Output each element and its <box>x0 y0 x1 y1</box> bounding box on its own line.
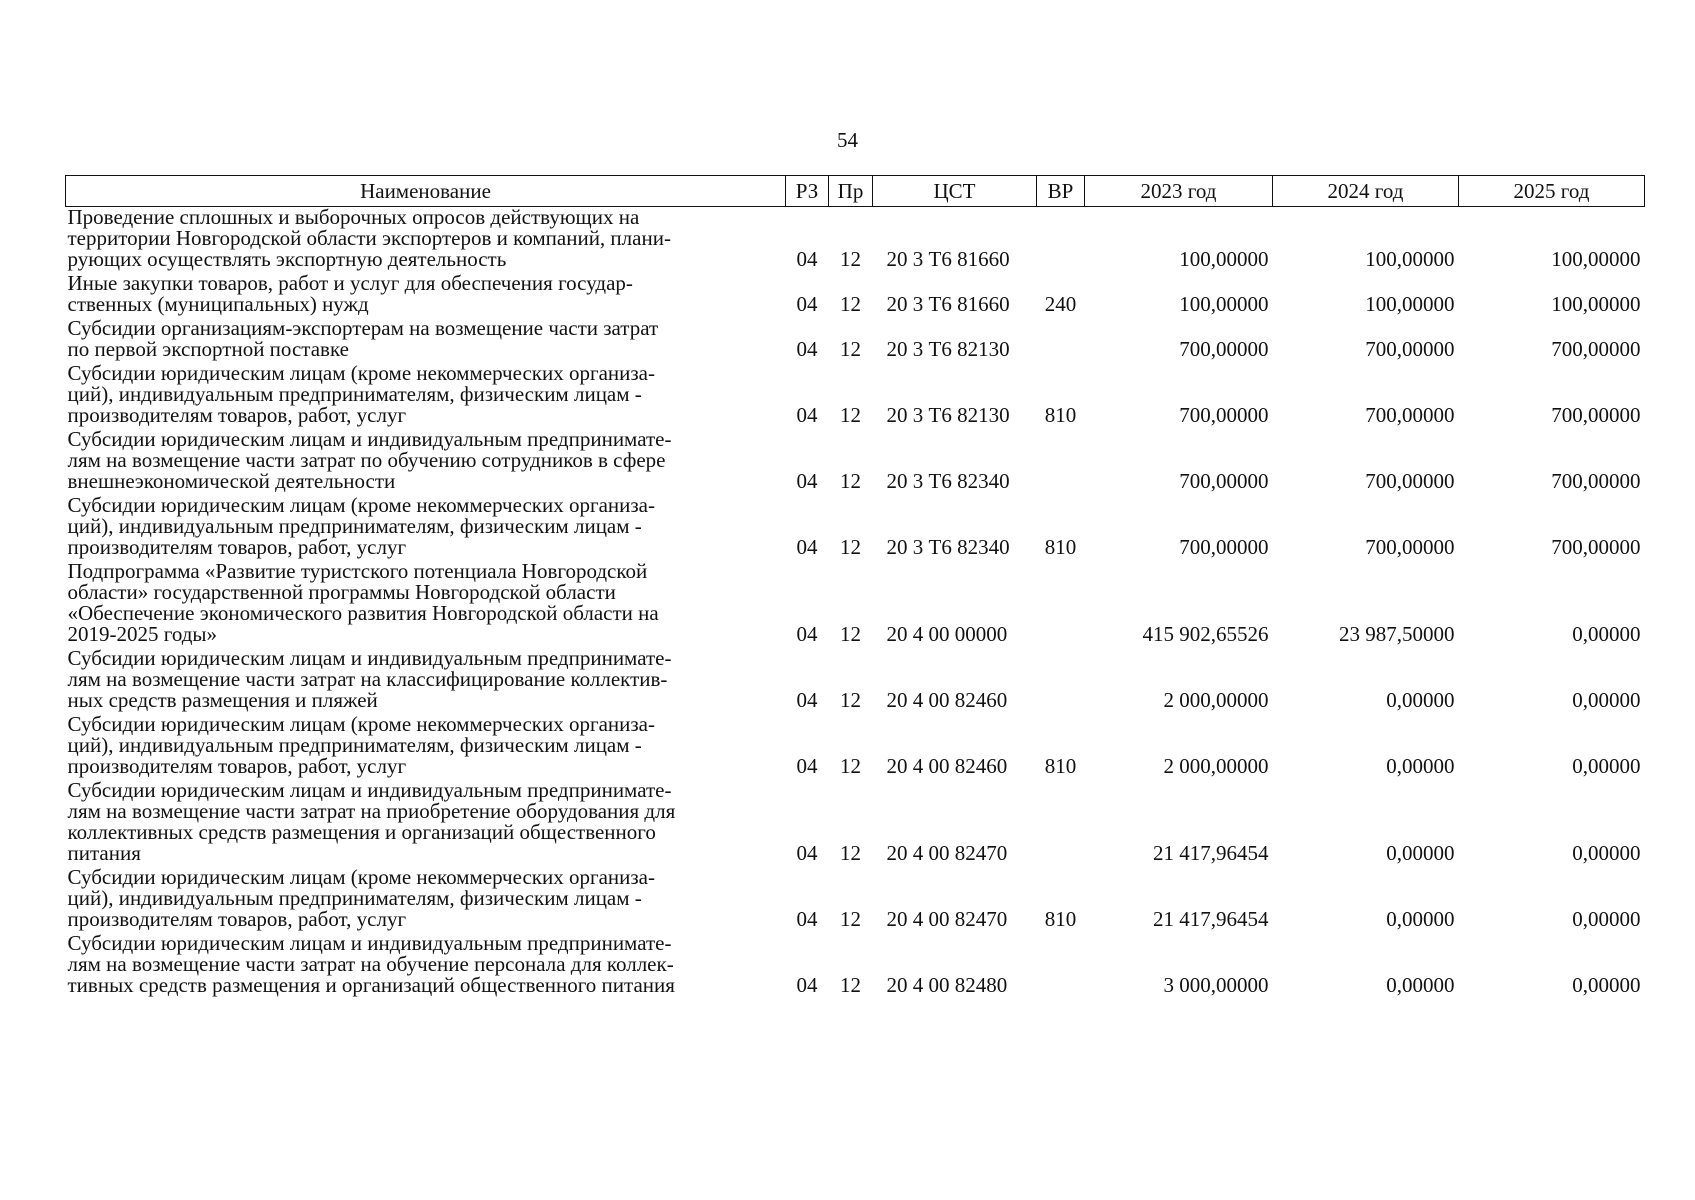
row-2024: 100,00000 <box>1365 247 1455 271</box>
budget-table <box>65 175 1645 999</box>
row-2025: 0,00000 <box>1572 973 1641 997</box>
row-vr <box>1037 780 1085 867</box>
row-rz: 04 <box>796 622 818 646</box>
row-pr: 12 <box>840 247 861 271</box>
header-rz: РЗ <box>786 176 829 207</box>
row-pr: 12 <box>840 907 861 931</box>
row-cst: 20 4 00 82470 <box>886 907 1008 931</box>
row-2025: 700,00000 <box>1551 337 1641 361</box>
row-vr: 810 <box>1044 403 1077 427</box>
row-2024: 0,00000 <box>1386 907 1455 931</box>
row-rz: 04 <box>796 403 818 427</box>
row-name: Подпрограмма «Развитие туристского потенциала Новгородской области» государственной программы Новгородской области «Обеспечение экономического развития Новгородской области на 2019-2025 годы» <box>67 559 659 646</box>
row-2025: 700,00000 <box>1551 535 1641 559</box>
row-rz: 04 <box>796 292 818 316</box>
row-vr <box>1037 561 1085 648</box>
table-header-row <box>66 176 1645 207</box>
row-2023: 2 000,00000 <box>1163 688 1269 712</box>
row-name: Субсидии юридическим лицам и индивидуальным предпринимате- лям на возмещение части затрат на обучение персонала для коллек- тивных средств размещения и организаций общественного питания <box>67 931 675 997</box>
table-row <box>66 561 1645 648</box>
header-pr: Пр <box>829 176 873 207</box>
row-name: Субсидии юридическим лицам (кроме некоммерческих организа- ций), индивидуальным предпринимателям, физическим лицам - производителям товаров, работ, услуг <box>67 493 655 559</box>
row-2023: 100,00000 <box>1179 247 1269 271</box>
row-name: Субсидии юридическим лицам и индивидуальным предпринимате- лям на возмещение части затрат на приобретение оборудования для коллективных средств размещения и организаций общественного питания <box>67 778 676 865</box>
row-2025: 0,00000 <box>1572 841 1641 865</box>
row-name: Проведение сплошных и выборочных опросов действующих на территории Новгородской области экспортеров и компаний, плани- рующих осуществлять экспортную деятельность <box>67 205 671 271</box>
row-2023: 21 417,96454 <box>1153 907 1269 931</box>
row-vr: 810 <box>1044 907 1077 931</box>
table-row <box>66 648 1645 714</box>
row-2023: 700,00000 <box>1179 337 1269 361</box>
row-cst: 20 3 Т6 82340 <box>886 535 1010 559</box>
row-name: Субсидии организациям-экспортерам на возмещение части затрат по первой экспортной поставке <box>67 316 659 361</box>
row-vr: 240 <box>1044 292 1077 316</box>
row-2025: 0,00000 <box>1572 622 1641 646</box>
row-rz: 04 <box>796 841 818 865</box>
row-rz: 04 <box>796 907 818 931</box>
table-row <box>66 867 1645 933</box>
row-2023: 700,00000 <box>1179 535 1269 559</box>
row-rz: 04 <box>796 469 818 493</box>
row-2025: 100,00000 <box>1551 247 1641 271</box>
row-name: Субсидии юридическим лицам (кроме некоммерческих организа- ций), индивидуальным предпринимателям, физическим лицам - производителям товаров, работ, услуг <box>67 361 655 427</box>
row-2025: 0,00000 <box>1572 754 1641 778</box>
header-2024: 2024 год <box>1273 176 1459 207</box>
row-name: Субсидии юридическим лицам (кроме некоммерческих организа- ций), индивидуальным предпринимателям, физическим лицам - производителям товаров, работ, услуг <box>67 712 655 778</box>
header-vr: ВР <box>1037 176 1085 207</box>
table-row <box>66 714 1645 780</box>
row-cst: 20 3 Т6 82340 <box>886 469 1010 493</box>
row-cst: 20 4 00 82480 <box>886 973 1008 997</box>
row-rz: 04 <box>796 337 818 361</box>
row-pr: 12 <box>840 754 861 778</box>
row-cst: 20 4 00 82470 <box>886 841 1008 865</box>
row-vr: 810 <box>1044 535 1077 559</box>
row-pr: 12 <box>840 337 861 361</box>
header-name: Наименование <box>66 176 786 207</box>
row-2023: 100,00000 <box>1179 292 1269 316</box>
row-pr: 12 <box>840 469 861 493</box>
row-2024: 700,00000 <box>1365 337 1455 361</box>
row-vr <box>1037 933 1085 999</box>
row-2023: 2 000,00000 <box>1163 754 1269 778</box>
row-2023: 3 000,00000 <box>1163 973 1269 997</box>
page-number: 54 <box>837 128 858 152</box>
row-rz: 04 <box>796 754 818 778</box>
row-2025: 0,00000 <box>1572 688 1641 712</box>
row-pr: 12 <box>840 841 861 865</box>
row-name: Иные закупки товаров, работ и услуг для обеспечения государ- ственных (муниципальных) нужд <box>67 271 633 316</box>
table-row <box>66 495 1645 561</box>
row-2023: 700,00000 <box>1179 469 1269 493</box>
row-2024: 0,00000 <box>1386 973 1455 997</box>
row-2025: 700,00000 <box>1551 403 1641 427</box>
row-2024: 0,00000 <box>1386 841 1455 865</box>
row-vr <box>1037 429 1085 495</box>
row-rz: 04 <box>796 535 818 559</box>
row-vr: 810 <box>1044 754 1077 778</box>
row-name: Субсидии юридическим лицам и индивидуальным предпринимате- лям на возмещение части затрат по обучению сотрудников в сфере внешнеэкономической деятельности <box>67 427 672 493</box>
row-cst: 20 3 Т6 81660 <box>886 247 1010 271</box>
row-cst: 20 4 00 00000 <box>886 622 1008 646</box>
table-body <box>66 207 1645 1000</box>
row-rz: 04 <box>796 688 818 712</box>
row-2024: 0,00000 <box>1386 754 1455 778</box>
row-vr <box>1037 207 1085 274</box>
header-2023: 2023 год <box>1085 176 1273 207</box>
table-row <box>66 207 1645 274</box>
table-row <box>66 273 1645 318</box>
row-2023: 415 902,65526 <box>1142 622 1269 646</box>
row-cst: 20 3 Т6 82130 <box>886 337 1010 361</box>
table-row <box>66 933 1645 999</box>
row-2025: 0,00000 <box>1572 907 1641 931</box>
row-2024: 100,00000 <box>1365 292 1455 316</box>
row-pr: 12 <box>840 535 861 559</box>
row-pr: 12 <box>840 973 861 997</box>
row-pr: 12 <box>840 292 861 316</box>
row-2024: 23 987,50000 <box>1339 622 1455 646</box>
row-name: Субсидии юридическим лицам и индивидуальным предпринимате- лям на возмещение части затрат на классифицирование коллектив- ных средств размещения и пляжей <box>67 646 672 712</box>
row-2024: 700,00000 <box>1365 403 1455 427</box>
row-cst: 20 3 Т6 81660 <box>886 292 1010 316</box>
row-cst: 20 3 Т6 82130 <box>886 403 1010 427</box>
row-pr: 12 <box>840 622 861 646</box>
table-row <box>66 363 1645 429</box>
header-2025: 2025 год <box>1459 176 1645 207</box>
table-row <box>66 429 1645 495</box>
row-vr <box>1037 648 1085 714</box>
row-vr <box>1037 318 1085 363</box>
table-row <box>66 780 1645 867</box>
row-2024: 700,00000 <box>1365 535 1455 559</box>
row-2023: 700,00000 <box>1179 403 1269 427</box>
row-2024: 700,00000 <box>1365 469 1455 493</box>
row-cst: 20 4 00 82460 <box>886 688 1008 712</box>
row-2024: 0,00000 <box>1386 688 1455 712</box>
header-cst: ЦСТ <box>873 176 1037 207</box>
row-rz: 04 <box>796 247 818 271</box>
row-2025: 700,00000 <box>1551 469 1641 493</box>
row-pr: 12 <box>840 403 861 427</box>
row-cst: 20 4 00 82460 <box>886 754 1008 778</box>
table-row <box>66 318 1645 363</box>
row-2025: 100,00000 <box>1551 292 1641 316</box>
row-name: Субсидии юридическим лицам (кроме некоммерческих организа- ций), индивидуальным предпринимателям, физическим лицам - производителям товаров, работ, услуг <box>67 865 655 931</box>
row-2023: 21 417,96454 <box>1153 841 1269 865</box>
row-rz: 04 <box>796 973 818 997</box>
row-pr: 12 <box>840 688 861 712</box>
